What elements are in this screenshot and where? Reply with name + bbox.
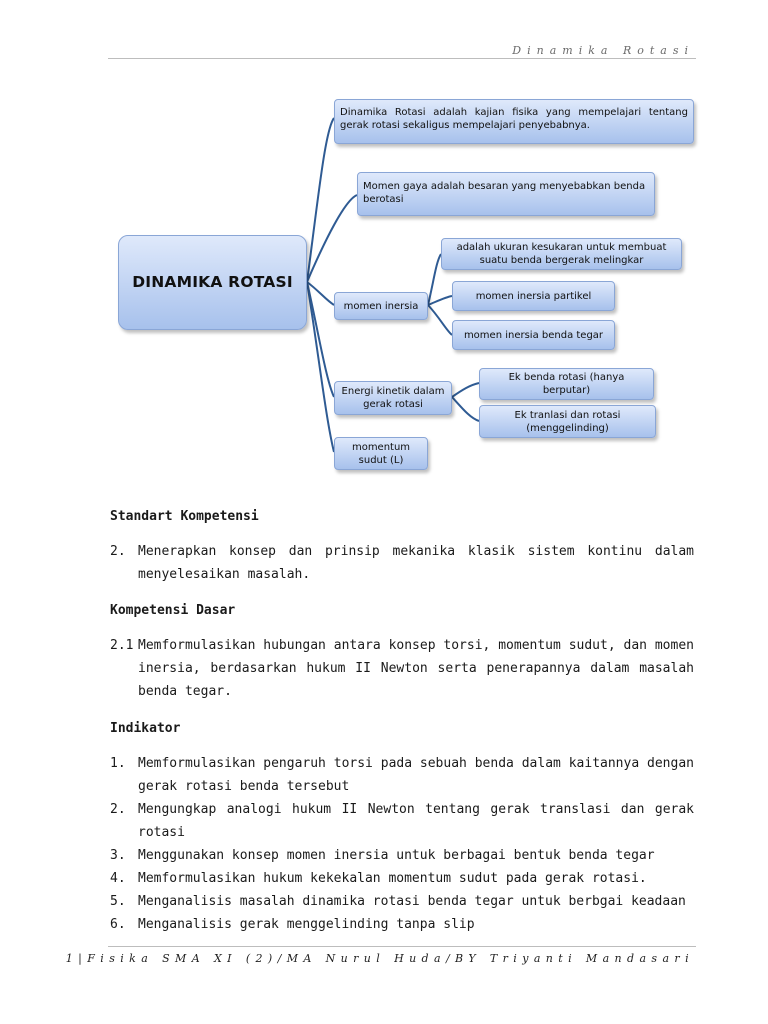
connector-momen-gaya: [307, 195, 357, 282]
mindmap-momen-inersia-definition: adalah ukuran kesukaran untuk membuat suatu benda bergerak melingkar: [441, 238, 682, 270]
mindmap-ek-rotasi: Ek benda rotasi (hanya berputar): [479, 368, 654, 400]
mindmap-momen-inersia-partikel: momen inersia partikel: [452, 281, 615, 311]
connector-momentum: [307, 282, 334, 452]
item-text: Menerapkan konsep dan prinsip mekanika klasik sistem kontinu dalam menyelesaikan masalah.: [138, 544, 694, 582]
item-text: Memformulasikan hukum kekekalan momentum sudut pada gerak rotasi.: [138, 871, 647, 886]
mindmap-definition-node: Dinamika Rotasi adalah kajian fisika yang mempelajari tentang gerak rotasi sekaligus mempelajari penyebabnya.: [334, 99, 694, 144]
standar-kompetensi-section: [110, 505, 694, 586]
item-text: Mengungkap analogi hukum II Newton tentang gerak translasi dan gerak rotasi: [138, 802, 694, 840]
mindmap-momen-gaya-node: Momen gaya adalah besaran yang menyebabkan benda berotasi: [357, 172, 655, 216]
item-number: 1.: [110, 756, 126, 771]
connector-energi-kinetik: [307, 282, 334, 397]
mindmap-ek-menggelinding: Ek tranlasi dan rotasi (menggelinding): [479, 405, 656, 438]
page-footer: 1|Fisika SMA XI (2)/MA Nurul Huda/BY Triyanti Mandasari: [65, 952, 694, 965]
connector-mi-def: [428, 254, 441, 305]
item-number: 6.: [110, 917, 126, 932]
item-number: 4.: [110, 871, 126, 886]
mindmap-momen-inersia-benda-tegar: momen inersia benda tegar: [452, 320, 615, 350]
indikator-heading: Indikator: [110, 721, 181, 736]
connector-mi-tegar: [428, 305, 452, 335]
indikator-item: [110, 752, 694, 798]
item-number: 2.: [110, 802, 126, 817]
page-header-title: Dinamika Rotasi: [512, 44, 694, 57]
kompetensi-item: [110, 634, 694, 703]
connector-mi-partikel: [428, 296, 452, 305]
kompetensi-dasar-heading: Kompetensi Dasar: [110, 603, 236, 618]
standar-kompetensi-heading: Standart Kompetensi: [110, 509, 259, 524]
item-number: 3.: [110, 848, 126, 863]
mindmap-center-node: DINAMIKA ROTASI: [118, 235, 307, 330]
mindmap-momen-inersia-node: momen inersia: [334, 292, 428, 320]
indikator-item: [110, 890, 694, 913]
indikator-section: [110, 717, 694, 936]
mindmap-momentum-node: momentum sudut (L): [334, 437, 428, 470]
indikator-item: [110, 913, 694, 936]
item-text: Memformulasikan pengaruh torsi pada sebuah benda dalam kaitannya dengan gerak rotasi benda tersebut: [138, 756, 694, 794]
indikator-item: [110, 867, 694, 890]
mindmap-energi-kinetik-node: Energi kinetik dalam gerak rotasi: [334, 381, 452, 415]
connector-definition: [307, 118, 334, 282]
footer-divider: [108, 946, 696, 947]
connector-ek-gelinding: [452, 397, 479, 421]
connector-ek-rotasi: [452, 383, 479, 397]
item-number: 5.: [110, 894, 126, 909]
indikator-item: [110, 844, 694, 867]
standar-item: [110, 540, 694, 586]
item-text: Menganalisis masalah dinamika rotasi benda tegar untuk berbgai keadaan: [138, 894, 686, 909]
indikator-item: [110, 798, 694, 844]
item-number: 2.1: [110, 638, 134, 653]
item-text: Menganalisis gerak menggelinding tanpa slip: [138, 917, 475, 932]
item-text: Menggunakan konsep momen inersia untuk berbagai bentuk benda tegar: [138, 848, 655, 863]
kompetensi-dasar-section: [110, 599, 694, 703]
item-number: 2.: [110, 544, 126, 559]
item-text: Memformulasikan hubungan antara konsep torsi, momentum sudut, dan momen inersia, berdasarkan hukum II Newton serta penerapannya dalam masalah benda tegar.: [138, 638, 694, 699]
